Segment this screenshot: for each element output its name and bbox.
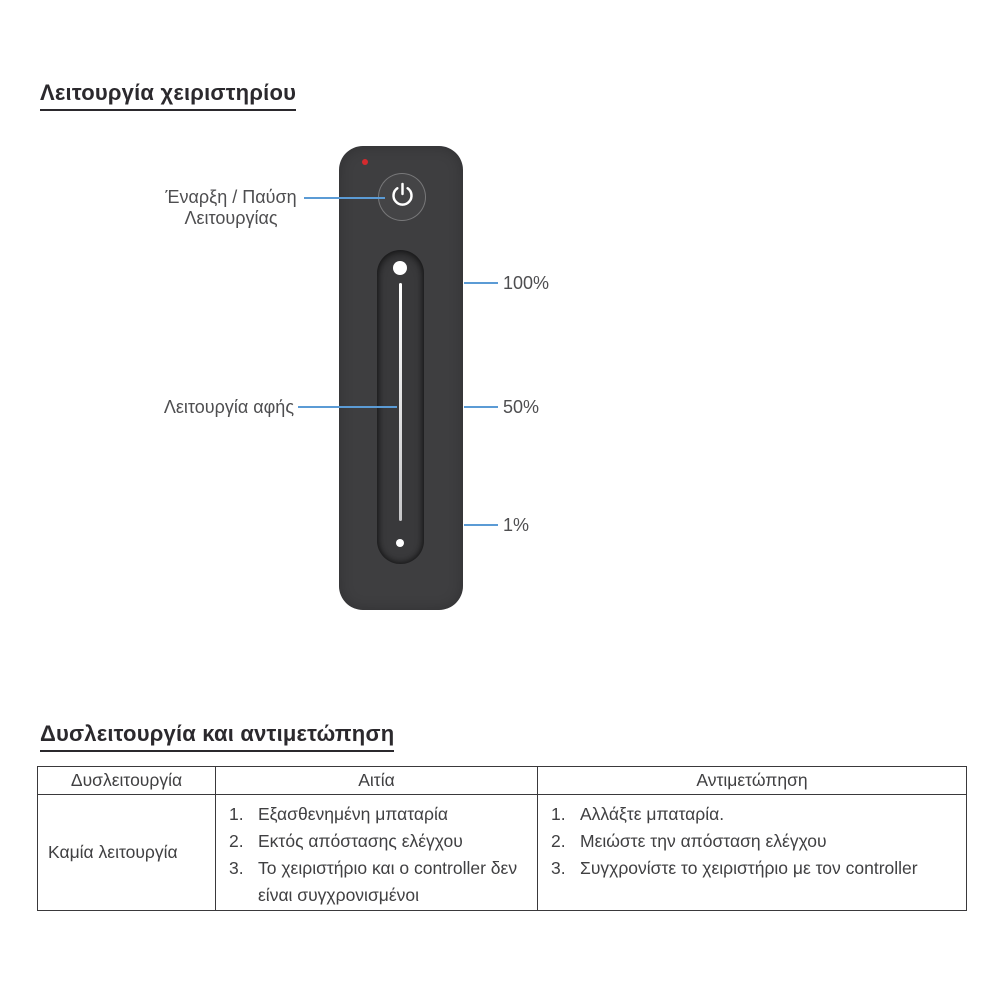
table-header-row (38, 767, 967, 795)
section-title-operation: Λειτουργία χειριστηρίου (40, 80, 296, 111)
list-item: Αλλάξτε μπαταρία. (580, 804, 725, 824)
table-row (38, 795, 967, 911)
list-item: Εξασθενημένη μπαταρία (258, 804, 448, 824)
list-item: Το χειριστήριο και ο controller δεν είναι συγχρονισμένοι (258, 858, 518, 905)
level-label-1: 1% (503, 515, 530, 535)
power-button-label (160, 187, 302, 229)
level-label-50: 50% (503, 397, 540, 417)
solution-list (539, 796, 965, 882)
callout-line-power (304, 197, 385, 199)
power-label-line2: Λειτουργίας (184, 208, 278, 228)
callout-line-1 (464, 524, 498, 526)
power-button (378, 173, 426, 221)
header-malfunction: Δυσλειτουργία (38, 767, 216, 795)
list-item: Εκτός απόστασης ελέγχου (258, 831, 463, 851)
slider-dot-top (393, 261, 407, 275)
troubleshooting-table (37, 766, 967, 911)
led-indicator (362, 159, 368, 165)
header-cause: Αιτία (216, 767, 538, 795)
level-label-100: 100% (503, 273, 550, 293)
callout-line-100 (464, 282, 498, 284)
touch-slider-label: Λειτουργία αφής (163, 397, 294, 417)
header-solution: Αντιμετώπηση (538, 767, 967, 795)
slider-dot-bottom (396, 539, 404, 547)
cause-cell (216, 795, 538, 911)
slider-track-line (399, 283, 402, 521)
list-item: Συγχρονίστε το χειριστήριο με τον controller (580, 858, 918, 878)
power-icon (389, 181, 416, 213)
callout-line-50-left (298, 406, 397, 408)
list-item: Μειώστε την απόσταση ελέγχου (580, 831, 827, 851)
solution-cell (538, 795, 967, 911)
callout-line-50-right (464, 406, 498, 408)
cause-list (217, 796, 536, 909)
section-title-troubleshooting: Δυσλειτουργία και αντιμετώπηση (40, 721, 394, 752)
remote-control (339, 146, 463, 610)
malfunction-cell: Καμία λειτουργία (38, 795, 216, 911)
power-label-line1: Έναρξη / Παύση (165, 187, 297, 207)
